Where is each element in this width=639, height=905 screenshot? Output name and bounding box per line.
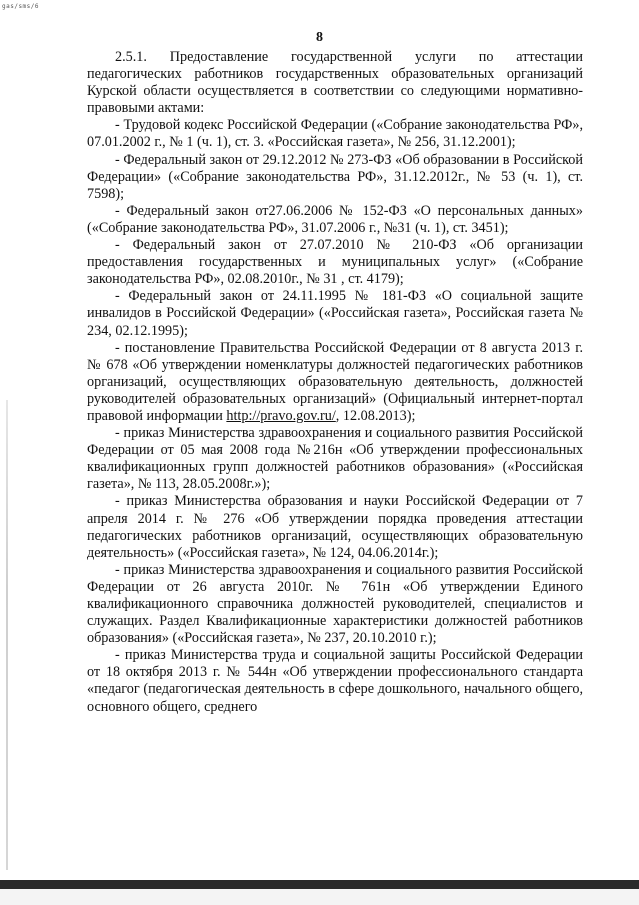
list-item-public-services-law: - Федеральный закон от 27.07.2010 № 210-ФЗ «Об организации предоставления государственных и муниципальных услуг» («Собрание законодательства РФ», 02.08.2010г., № 31 , ст. 4179); — [87, 237, 583, 288]
decree-text: - постановление Правительства Российской Федерации от 8 августа 2013 г. № 678 «Об утверждении номенклатуры должностей педагогических работников организаций, осуществляющих образовательную деятельность, должностей руководителей образовательных организаций» (Официальный интернет-портал правовой информации — [87, 339, 583, 424]
list-item-health-order-2010: - приказ Министерства здравоохранения и социального развития Российской Федерации от 26 августа 2010г. № 761н «Об утверждении Единого квалификационного справочника должностей руководителей, специалистов и служащих. Раздел Квалификационные характеристики должностей работников образования» («Российская газета», № 237, 20.10.2010 г.); — [87, 561, 583, 647]
list-item-labor-code: - Трудовой кодекс Российской Федерации («Собрание законодательства РФ», 07.01.2002 г., № 1 (ч. 1), ст. 3. «Российская газета», № 256, 31.12.2001); — [87, 117, 583, 151]
list-item-health-order-2008: - приказ Министерства здравоохранения и социального развития Российской Федерации от 05 мая 2008 года №216н «Об утверждении профессиональных квалификационных групп должностей работников образования» («Российская газета», № 113, 28.05.2008г.»); — [87, 425, 583, 493]
scan-bottom-band — [0, 880, 639, 889]
pravo-link[interactable]: http://pravo.gov.ru/ — [226, 407, 336, 424]
list-item-disabled-protection-law: - Федеральный закон от 24.11.1995 № 181-ФЗ «О социальной защите инвалидов в Российской Федерации» («Российская газета», Российская газета № 234, 02.12.1995); — [87, 288, 583, 339]
list-item-government-decree — [87, 340, 583, 425]
scan-mark: gas/sms/6 — [2, 3, 40, 10]
list-item-personal-data-law: - Федеральный закон от27.06.2006 № 152-ФЗ «О персональных данных» («Собрание законодательства РФ», 31.07.2006 г., №31 (ч. 1), ст. 3451); — [87, 202, 583, 236]
list-item-education-law: - Федеральный закон от 29.12.2012 № 273-ФЗ «Об образовании в Российской Федерации» («Собрание законодательства РФ», 31.12.2012г., № 53 (ч. 1), ст. 7598); — [87, 151, 583, 202]
page-number: 8 — [316, 30, 323, 45]
decree-text-end: , 12.08.2013); — [335, 407, 416, 424]
intro-paragraph: 2.5.1. Предоставление государственной услуги по аттестации педагогических работников государственных образовательных организаций Курской области осуществляется в соответствии со следующими нормативно-правовыми актами: — [87, 49, 583, 117]
list-item-education-order-2014: - приказ Министерства образования и науки Российской Федерации от 7 апреля 2014 г. № 276 «Об утверждении порядка проведения аттестации педагогических работников организаций, осуществляющих образовательную деятельность» («Российская газета», № 124, 04.06.2014г.); — [87, 493, 583, 561]
scan-edge-shadow — [6, 400, 8, 870]
list-item-labor-order-2013: - приказ Министерства труда и социальной защиты Российской Федерации от 18 октября 2013 г. № 544н «Об утверждении профессионального стандарта «педагог (педагогическая деятельность в сфере дошкольного, начального общего, основного общего, среднего — [87, 647, 583, 715]
document-body — [87, 49, 583, 716]
scan-bottom-margin — [0, 889, 639, 905]
